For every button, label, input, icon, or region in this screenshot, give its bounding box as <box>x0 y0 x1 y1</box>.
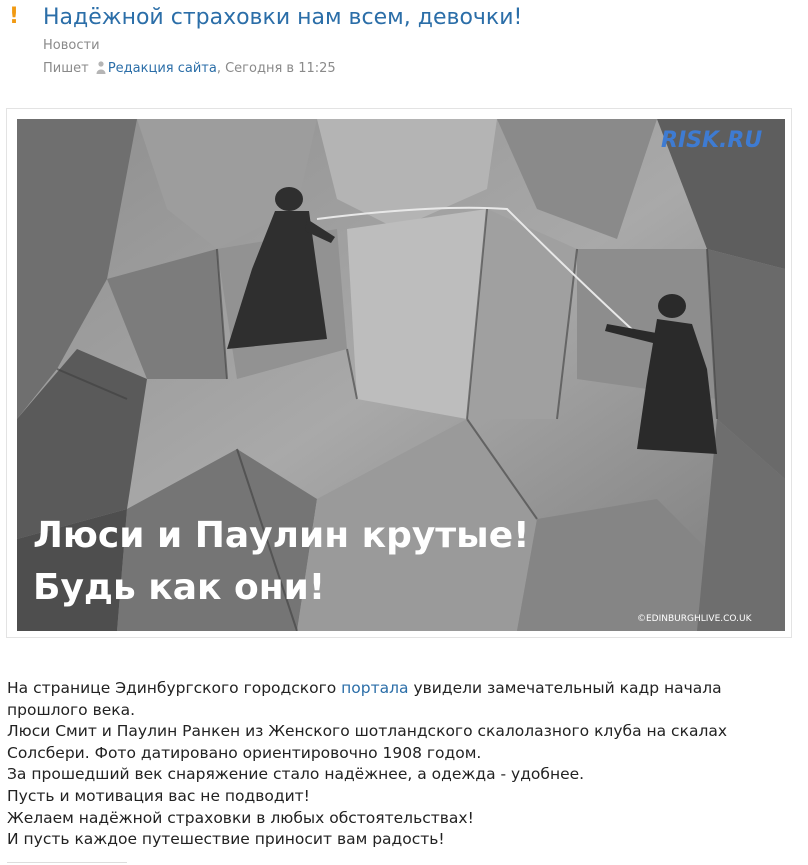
author-link[interactable]: Редакция сайта <box>107 61 217 76</box>
caption-line-1: Люси и Паулин крутые! <box>33 515 530 556</box>
writes-label: Пишет <box>43 61 89 76</box>
article-paragraph: Желаем надёжной страховки в любых обстоятельствах! <box>7 808 474 827</box>
photo-credit: ©EDINBURGHLIVE.CO.UK <box>637 614 752 624</box>
article-paragraph: На странице Эдинбургского городского портала увидели замечательный кадр начала прошлого века. <box>7 679 722 719</box>
climbers-photo[interactable] <box>17 119 785 631</box>
article-paragraph: За прошедший век снаряжение стало надёжнее, а одежда - удобнее. <box>7 765 585 784</box>
portal-link[interactable]: портала <box>341 679 409 697</box>
article-body <box>7 678 797 851</box>
article-paragraph: Пусть и мотивация вас не подводит! <box>7 786 310 805</box>
category-link[interactable]: Новости <box>43 38 100 53</box>
photo-frame <box>6 108 792 638</box>
article-paragraph: Люси Смит и Паулин Ранкен из Женского шотландского скалолазного клуба на скалах Солсбери. Фото датировано ориентировочно 1908 годом. <box>7 722 728 762</box>
post-meta <box>43 60 336 78</box>
person-icon <box>96 61 106 74</box>
post-title[interactable]: Надёжной страховки нам всем, девочки! <box>43 5 523 30</box>
divider <box>7 862 127 863</box>
caption-line-2: Будь как они! <box>33 567 326 608</box>
post-date: , Сегодня в 11:25 <box>216 61 336 76</box>
exclamation-icon: ! <box>8 4 20 29</box>
watermark-text: RISK.RU <box>661 128 763 153</box>
article-paragraph: И пусть каждое путешествие приносит вам радость! <box>7 830 445 849</box>
